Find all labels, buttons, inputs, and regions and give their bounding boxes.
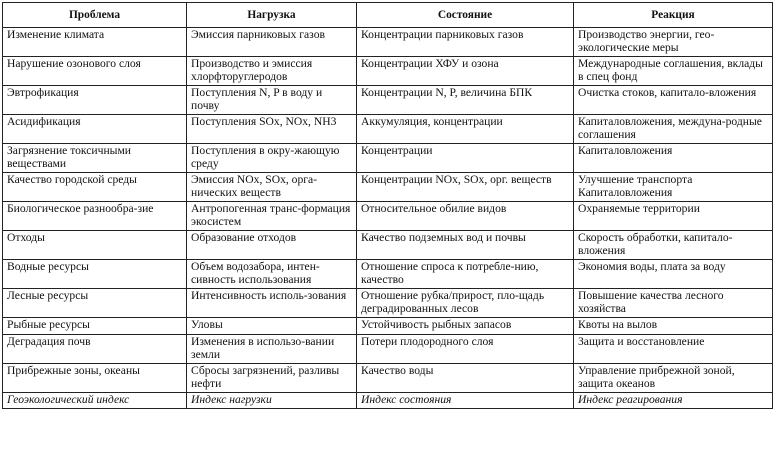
footer-problem-index: Геоэкологический индекс <box>3 393 187 409</box>
table-row <box>3 364 773 393</box>
cell-response: Экономия воды, плата за воду <box>574 260 773 289</box>
cell-pressure: Интенсивность исполь-зования <box>187 289 357 318</box>
indicators-table-wrapper <box>2 2 772 409</box>
cell-response: Управление прибрежной зоной, защита океанов <box>574 364 773 393</box>
cell-pressure: Производство и эмиссия хлорфторуглеродов <box>187 57 357 86</box>
cell-pressure: Поступления SOx, NOx, NH3 <box>187 115 357 144</box>
cell-pressure: Эмиссия парниковых газов <box>187 28 357 57</box>
cell-response: Защита и восстановление <box>574 335 773 364</box>
cell-response: Повышение качества лесного хозяйства <box>574 289 773 318</box>
table-row <box>3 144 773 173</box>
cell-problem: Биологическое разнообра-зие <box>3 202 187 231</box>
cell-response: Улучшение транспорта Капиталовложения <box>574 173 773 202</box>
cell-response: Капиталовложения <box>574 144 773 173</box>
cell-state: Отношение спроса к потребле-нию, качество <box>357 260 574 289</box>
cell-response: Международные соглашения, вклады в спец фонд <box>574 57 773 86</box>
header-problem: Проблема <box>3 3 187 28</box>
cell-state: Качество воды <box>357 364 574 393</box>
cell-problem: Нарушение озонового слоя <box>3 57 187 86</box>
cell-state: Концентрации ХФУ и озона <box>357 57 574 86</box>
cell-state: Концентрации парниковых газов <box>357 28 574 57</box>
cell-pressure: Уловы <box>187 318 357 335</box>
cell-state: Концентрации <box>357 144 574 173</box>
cell-pressure: Поступления N, P в воду и почву <box>187 86 357 115</box>
cell-pressure: Изменения в использо-вании земли <box>187 335 357 364</box>
cell-state: Отношение рубка/прирост, пло-щадь деградированных лесов <box>357 289 574 318</box>
cell-problem: Качество городской среды <box>3 173 187 202</box>
cell-problem: Деградация почв <box>3 335 187 364</box>
cell-problem: Прибрежные зоны, океаны <box>3 364 187 393</box>
cell-pressure: Сбросы загрязнений, разливы нефти <box>187 364 357 393</box>
cell-problem: Изменение климата <box>3 28 187 57</box>
cell-state: Качество подземных вод и почвы <box>357 231 574 260</box>
cell-response: Квоты на вылов <box>574 318 773 335</box>
cell-pressure: Образование отходов <box>187 231 357 260</box>
table-row <box>3 335 773 364</box>
header-state: Состояние <box>357 3 574 28</box>
cell-response: Производство энергии, гео-экологические меры <box>574 28 773 57</box>
cell-response: Очистка стоков, капитало-вложения <box>574 86 773 115</box>
table-row <box>3 289 773 318</box>
cell-problem: Эвтрофикация <box>3 86 187 115</box>
cell-response: Скорость обработки, капитало-вложения <box>574 231 773 260</box>
footer-response-index: Индекс реагирования <box>574 393 773 409</box>
cell-state: Концентрации N, P, величина БПК <box>357 86 574 115</box>
cell-state: Потери плодородного слоя <box>357 335 574 364</box>
cell-problem: Рыбные ресурсы <box>3 318 187 335</box>
header-response: Реакция <box>574 3 773 28</box>
table-row <box>3 318 773 335</box>
table-row <box>3 202 773 231</box>
cell-state: Аккумуляция, концентрации <box>357 115 574 144</box>
cell-pressure: Объем водозабора, интен-сивность использования <box>187 260 357 289</box>
cell-response: Капиталовложения, междуна-родные соглашения <box>574 115 773 144</box>
table-row <box>3 115 773 144</box>
indicators-table <box>2 2 773 409</box>
cell-problem: Лесные ресурсы <box>3 289 187 318</box>
table-row <box>3 28 773 57</box>
cell-problem: Асидификация <box>3 115 187 144</box>
table-row <box>3 57 773 86</box>
cell-state: Концентрации NOx, SOx, орг. веществ <box>357 173 574 202</box>
cell-problem: Загрязнение токсичными веществами <box>3 144 187 173</box>
cell-pressure: Антропогенная транс-формация экосистем <box>187 202 357 231</box>
footer-state-index: Индекс состояния <box>357 393 574 409</box>
cell-state: Устойчивость рыбных запасов <box>357 318 574 335</box>
cell-response: Охраняемые территории <box>574 202 773 231</box>
footer-row <box>3 393 773 409</box>
cell-pressure: Эмиссия NOx, SOx, орга-нических веществ <box>187 173 357 202</box>
cell-problem: Водные ресурсы <box>3 260 187 289</box>
table-row <box>3 231 773 260</box>
table-row <box>3 260 773 289</box>
footer-pressure-index: Индекс нагрузки <box>187 393 357 409</box>
cell-problem: Отходы <box>3 231 187 260</box>
table-row <box>3 173 773 202</box>
header-pressure: Нагрузка <box>187 3 357 28</box>
cell-state: Относительное обилие видов <box>357 202 574 231</box>
header-row <box>3 3 773 28</box>
cell-pressure: Поступления в окру-жающую среду <box>187 144 357 173</box>
table-row <box>3 86 773 115</box>
